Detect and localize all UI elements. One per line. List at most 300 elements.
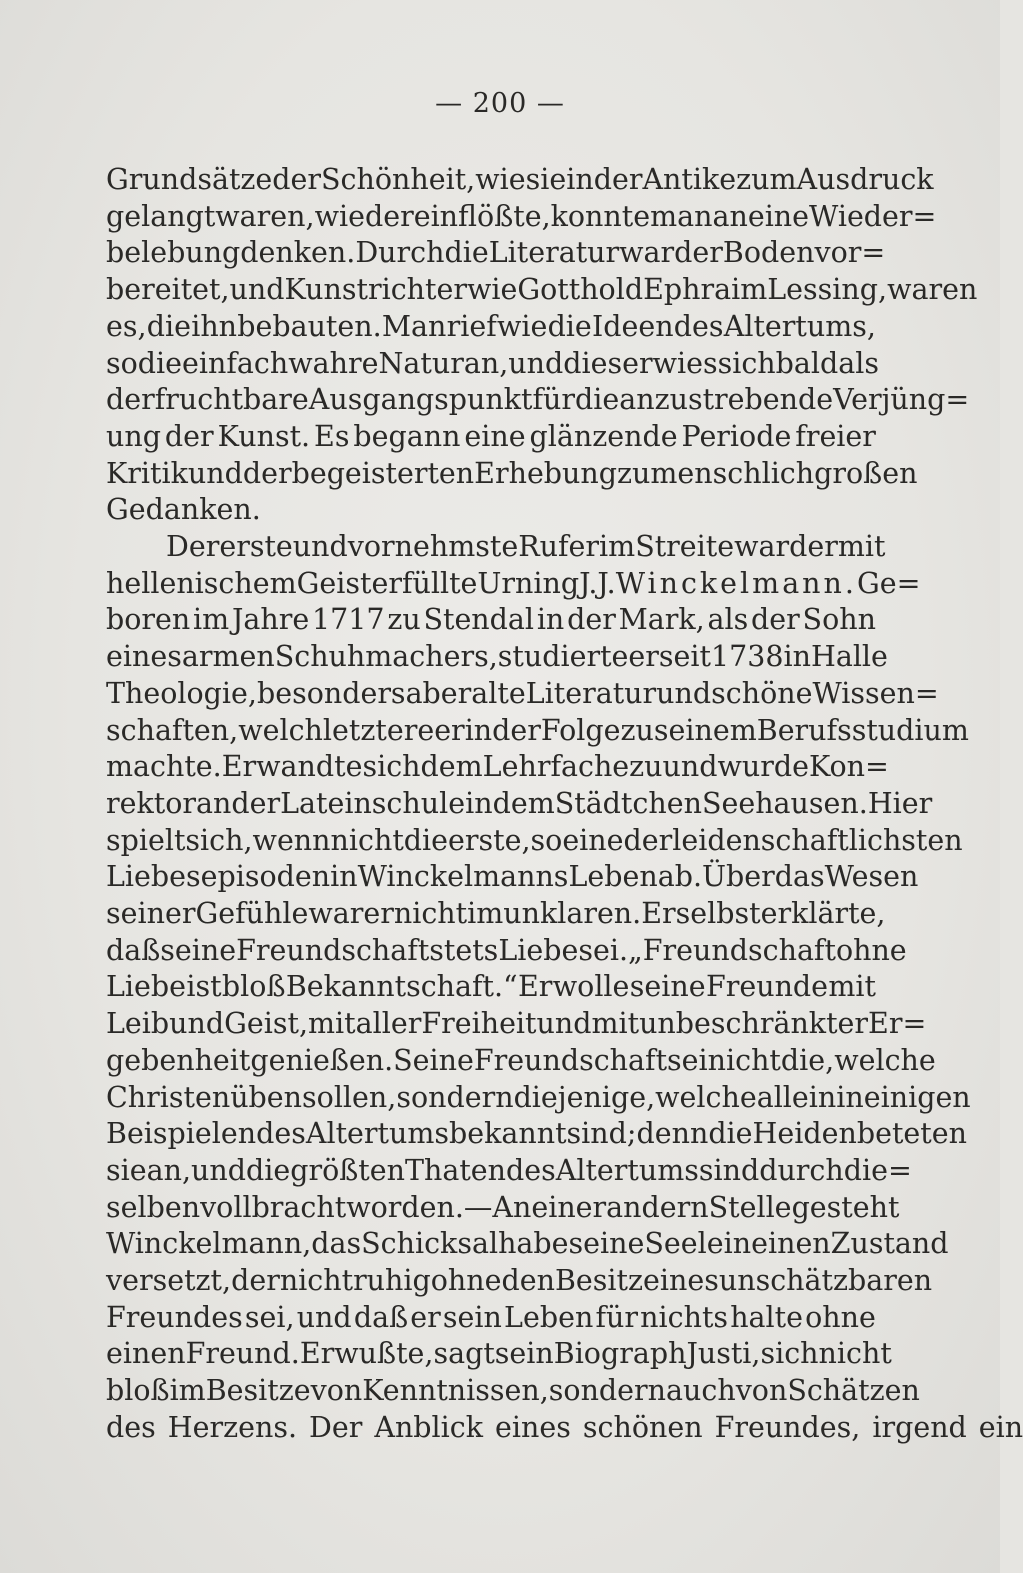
word: daß — [353, 1300, 409, 1334]
word: genießen. — [250, 1043, 394, 1077]
word: wandte — [256, 750, 363, 784]
word: bebauten. — [237, 309, 382, 343]
word: des — [106, 1410, 156, 1444]
word: dem — [492, 786, 555, 820]
word: sich — [717, 346, 776, 380]
text-line — [106, 1410, 1023, 1446]
word: besonders — [256, 676, 406, 710]
page-number: — 200 — — [435, 88, 565, 119]
text-line — [106, 162, 934, 198]
word: irgend — [872, 1410, 967, 1444]
word: wenn — [252, 823, 331, 857]
text-line — [106, 1043, 936, 1079]
word: Er — [641, 897, 676, 930]
word: einigen — [863, 1080, 971, 1114]
text-line — [106, 1080, 971, 1116]
word: zu — [629, 750, 663, 784]
word: Gedanken. — [106, 493, 261, 527]
word: erste — [219, 530, 293, 563]
word: glänzende — [529, 419, 678, 453]
word: ohne — [430, 1264, 502, 1297]
word: Freund. — [185, 1337, 300, 1371]
word: Folge — [540, 713, 621, 747]
word: wie — [475, 163, 526, 196]
word: die — [137, 346, 183, 380]
text-line — [106, 1226, 949, 1262]
word: ruhig — [353, 1264, 431, 1297]
word: der — [567, 603, 616, 637]
text-line — [106, 749, 889, 785]
word: allein — [756, 1080, 837, 1114]
word: hellenischem — [106, 566, 297, 600]
word: Besitze — [205, 1374, 311, 1408]
word: die — [547, 309, 592, 343]
word: Biograph — [553, 1337, 687, 1371]
word: eines — [643, 1264, 719, 1297]
word: Winckelmanns — [357, 860, 569, 894]
word: nichts — [640, 1300, 729, 1334]
word: an, — [463, 346, 509, 380]
word: zu — [620, 713, 654, 747]
word: des — [506, 1153, 556, 1187]
word: auch — [666, 1374, 736, 1408]
word: Rufer — [518, 530, 600, 563]
word: Heiden — [752, 1117, 857, 1151]
word: in — [465, 786, 493, 820]
word: wahre — [288, 346, 379, 380]
word: Liebesepisoden — [106, 860, 331, 894]
word: J. — [597, 566, 616, 600]
word: Schuhmachers, — [274, 640, 498, 674]
word: Gotthold — [517, 273, 644, 307]
word: ohne — [835, 933, 907, 967]
word: welche — [655, 1080, 757, 1114]
word: in — [836, 1080, 864, 1114]
word: Anblick — [374, 1410, 484, 1444]
word: ab. — [657, 860, 702, 894]
word: freier — [795, 419, 876, 453]
word: Mark, — [618, 603, 705, 637]
word: großen — [814, 456, 918, 490]
word: Liebe — [106, 970, 187, 1004]
word: und — [508, 346, 564, 380]
word: diejenige, — [513, 1080, 656, 1114]
text-line — [106, 1336, 892, 1372]
word: Streite — [635, 530, 735, 563]
word: Freundes, — [714, 1410, 861, 1444]
word: Durch — [355, 236, 445, 270]
word: und — [536, 1007, 592, 1041]
word: worden. — [346, 1190, 464, 1224]
text-line — [106, 823, 963, 859]
word: gelangt — [106, 199, 216, 233]
word: im — [599, 530, 636, 563]
text-line — [106, 566, 921, 602]
word: eines — [106, 640, 182, 674]
word: und — [292, 530, 348, 563]
word: des — [256, 1117, 306, 1151]
word: Kunstrichter — [284, 273, 467, 307]
word: erwies — [622, 346, 718, 380]
word: Lessing, — [767, 273, 888, 307]
word: sei, — [244, 1300, 295, 1334]
word: Schicksal — [361, 1227, 499, 1261]
word: war — [619, 236, 675, 270]
word: Urning — [477, 566, 580, 600]
word: Altertums, — [723, 309, 876, 343]
word: der — [272, 163, 322, 196]
word: die — [403, 823, 449, 857]
word: und — [191, 1153, 246, 1187]
word: sein — [494, 1337, 554, 1371]
word: Es — [314, 419, 350, 453]
word: in — [566, 163, 594, 196]
word: An — [492, 1190, 532, 1224]
word: Freundschaft — [236, 933, 430, 967]
word: wurde — [717, 750, 809, 784]
word: Geist — [296, 566, 372, 600]
text-line — [106, 602, 876, 638]
word: die, — [780, 1043, 835, 1077]
text-line — [106, 1373, 920, 1409]
word: Literatur — [488, 236, 620, 270]
word: an, — [146, 1153, 192, 1187]
word: Wissen= — [812, 676, 939, 710]
word: mit — [308, 1007, 356, 1041]
word: Kunst. — [217, 419, 311, 453]
word: machte. — [106, 750, 222, 784]
word: 1717 — [312, 603, 385, 637]
word: ein — [978, 1410, 1023, 1444]
word: spielt — [106, 823, 186, 857]
text-line — [106, 1190, 900, 1226]
word: einflößte, — [413, 199, 551, 233]
word: welche — [834, 1043, 936, 1077]
word: dem — [420, 750, 483, 784]
word: Beispielen — [106, 1117, 257, 1151]
text-line — [166, 529, 886, 565]
word: erste, — [448, 823, 531, 857]
text-line — [106, 1116, 967, 1152]
word: bloß — [221, 970, 286, 1004]
word: und — [662, 750, 718, 784]
word: Periode — [681, 419, 792, 453]
word: rektor — [106, 786, 196, 820]
word: Über — [702, 860, 775, 894]
word: Er — [299, 1337, 335, 1371]
word: einen — [751, 1227, 831, 1261]
word: erklärte, — [760, 897, 886, 930]
word: an — [196, 786, 232, 820]
word: Literatur — [525, 676, 657, 710]
word: Wesen — [824, 860, 919, 894]
word: begeisterten — [291, 456, 475, 490]
word: Jahre — [231, 603, 310, 637]
word: bloß — [106, 1374, 170, 1408]
text-line — [106, 1263, 933, 1299]
word: der — [106, 383, 155, 417]
word: zum — [736, 163, 797, 196]
word: mit — [591, 1007, 640, 1041]
word: Seele — [644, 1227, 724, 1261]
word: zu — [387, 603, 421, 637]
word: selbst — [675, 897, 761, 930]
word: sie — [525, 163, 567, 196]
word: der — [164, 419, 214, 453]
word: wieder — [314, 199, 414, 233]
word: schöne — [711, 676, 813, 710]
word: vor= — [814, 236, 886, 270]
word: in — [723, 1227, 752, 1261]
word: Geist, — [224, 1007, 309, 1041]
word: sein — [442, 1300, 502, 1334]
word: so — [530, 823, 563, 857]
word: Justi, — [686, 1337, 761, 1371]
word: vornehmste — [347, 530, 519, 563]
word: sich — [362, 750, 421, 784]
word: Ausdruck — [796, 163, 934, 196]
text-line — [106, 786, 933, 822]
word: armen — [181, 640, 275, 674]
word: Schönheit, — [321, 163, 476, 196]
word: das — [311, 1227, 362, 1261]
word: der — [492, 713, 541, 747]
text-line — [106, 1300, 876, 1336]
word: Ideen — [592, 309, 674, 343]
word: Herzens. — [167, 1410, 298, 1444]
word: erfüllte — [371, 566, 478, 600]
word: die — [245, 1153, 291, 1187]
word: einer — [531, 1190, 607, 1224]
word: versetzt, — [106, 1264, 232, 1297]
word: welch — [238, 713, 323, 747]
word: wußte, — [334, 1337, 434, 1371]
word: beteten — [856, 1117, 967, 1151]
word: im — [169, 1374, 206, 1408]
word: von — [310, 1374, 363, 1408]
word: seine — [568, 1227, 645, 1261]
word: Er — [221, 750, 257, 784]
word: in — [464, 713, 493, 747]
word: Kritik — [106, 456, 188, 490]
word: Gefühle — [195, 897, 309, 930]
word: als — [838, 346, 879, 380]
word: Erhebung — [474, 456, 618, 490]
word: Er= — [868, 1007, 927, 1041]
word: als — [707, 603, 749, 637]
word: nicht — [330, 823, 404, 857]
word: bald — [775, 346, 839, 380]
word: ohne — [805, 1300, 876, 1334]
word: schönen — [582, 1410, 703, 1444]
word: Hier — [867, 786, 933, 820]
word: des — [673, 309, 724, 343]
word: begann — [353, 419, 461, 453]
text-line — [106, 272, 978, 308]
word: der — [623, 823, 673, 857]
text-line — [106, 933, 907, 969]
word: seine — [629, 970, 706, 1004]
word: unschätzbaren — [718, 1264, 933, 1297]
word: wie — [466, 273, 518, 307]
word: gebenheit — [106, 1043, 251, 1077]
text-line — [106, 199, 937, 235]
word: unklaren. — [503, 897, 642, 930]
word: für — [532, 383, 575, 417]
text-line — [106, 382, 970, 418]
word: üben — [230, 1080, 303, 1114]
word: seine — [160, 933, 237, 967]
word: und — [656, 676, 712, 710]
text-line — [106, 309, 876, 345]
word: Sohn — [802, 603, 876, 637]
word: nicht — [279, 1264, 354, 1297]
word: war — [308, 897, 364, 930]
word: Leib — [106, 1007, 170, 1041]
word: seiner — [106, 897, 196, 930]
text-line — [106, 419, 876, 455]
word: im — [193, 603, 230, 637]
word: in — [536, 603, 565, 637]
word: daß — [106, 933, 161, 967]
word: 1738 — [710, 640, 784, 674]
word: die — [708, 1117, 753, 1151]
word: Freundschaft — [473, 1043, 668, 1077]
word: andern — [606, 1190, 709, 1224]
word: Altertums — [305, 1117, 449, 1151]
word: der — [231, 786, 281, 820]
word: der — [242, 456, 292, 490]
word: die — [444, 236, 489, 270]
word: einfach — [182, 346, 289, 380]
word: wolle — [552, 970, 630, 1004]
word: Winckelmann, — [106, 1227, 312, 1261]
word: der — [593, 163, 643, 196]
word: fruchtbare — [154, 383, 309, 417]
word: und — [169, 1007, 225, 1041]
word: der — [674, 236, 723, 270]
word: aber — [405, 676, 472, 710]
word: sondern — [548, 1374, 667, 1408]
word: Kon= — [809, 750, 889, 784]
word: Man — [381, 309, 447, 343]
text-line — [106, 1153, 912, 1189]
word: selben — [106, 1190, 201, 1224]
word: eine — [747, 199, 810, 233]
word: größten — [290, 1153, 405, 1187]
word: halte — [730, 1300, 803, 1334]
word: waren — [887, 273, 978, 307]
word: Christen — [106, 1080, 231, 1114]
word: seinem — [653, 713, 757, 747]
word: nicht — [818, 1337, 892, 1371]
word: unbeschränkter — [639, 1007, 869, 1041]
word: dies — [563, 346, 623, 380]
text-line — [106, 896, 886, 932]
text-line — [106, 639, 888, 675]
word: mit — [837, 530, 886, 563]
word: sei. — [578, 933, 629, 967]
word: aller — [355, 1007, 422, 1041]
word: durch — [759, 1153, 844, 1187]
word: an — [712, 199, 748, 233]
word: wie — [496, 309, 548, 343]
word: stets — [429, 933, 499, 967]
word: sollen, — [302, 1080, 397, 1114]
text-line — [106, 969, 876, 1005]
word: Stendal — [423, 603, 535, 637]
word: Seine — [393, 1043, 474, 1077]
text-line — [106, 676, 939, 712]
word: Leben — [504, 1300, 594, 1334]
word: belebung — [106, 236, 241, 270]
word: der — [231, 1264, 280, 1297]
word: denn — [636, 1117, 709, 1151]
word: Grundsätze — [106, 163, 273, 196]
word: Boden — [722, 236, 815, 270]
text-line — [106, 235, 886, 271]
word: sind — [698, 1153, 760, 1187]
word: die= — [843, 1153, 912, 1187]
word: Stelle — [708, 1190, 792, 1224]
word: menschlich — [650, 456, 815, 490]
word: einen — [106, 1337, 186, 1371]
word: so — [106, 346, 138, 380]
word: er — [628, 640, 659, 674]
word: zu — [617, 456, 651, 490]
word: für — [595, 1300, 638, 1334]
word: Leben — [568, 860, 658, 894]
word: sich, — [185, 823, 253, 857]
word: schaften, — [106, 713, 239, 747]
text-line — [106, 713, 969, 749]
word: Kenntnissen, — [362, 1374, 549, 1408]
word: im — [467, 897, 504, 930]
word: in — [783, 640, 811, 674]
word: Seehausen. — [701, 786, 868, 820]
word: ihn — [191, 309, 238, 343]
word: boren — [106, 603, 191, 637]
word: Besitz — [554, 1264, 644, 1297]
word: sich — [760, 1337, 819, 1371]
word: nicht — [707, 1043, 781, 1077]
word: Theologie, — [106, 676, 257, 710]
word: Freunde — [705, 970, 829, 1004]
word: vollbracht — [200, 1190, 347, 1224]
word: Antike — [642, 163, 737, 196]
text-line — [106, 859, 919, 895]
word: der — [789, 530, 838, 563]
word: letztere — [322, 713, 435, 747]
word: sei — [667, 1043, 708, 1077]
word: sondern — [396, 1080, 514, 1114]
word: Ge= — [856, 566, 921, 600]
word: alte — [471, 676, 526, 710]
word: er — [434, 713, 465, 747]
word: und — [187, 456, 243, 490]
word: Liebe — [498, 933, 579, 967]
word: denken. — [240, 236, 356, 270]
word: rief — [446, 309, 497, 343]
word: der — [751, 603, 800, 637]
word: anzustrebende — [619, 383, 834, 417]
word: ung — [106, 419, 161, 453]
word: Halle — [810, 640, 888, 674]
text-line — [106, 1006, 927, 1042]
word: Er — [517, 970, 553, 1004]
text-line — [106, 456, 918, 492]
word: Der — [309, 1410, 363, 1444]
